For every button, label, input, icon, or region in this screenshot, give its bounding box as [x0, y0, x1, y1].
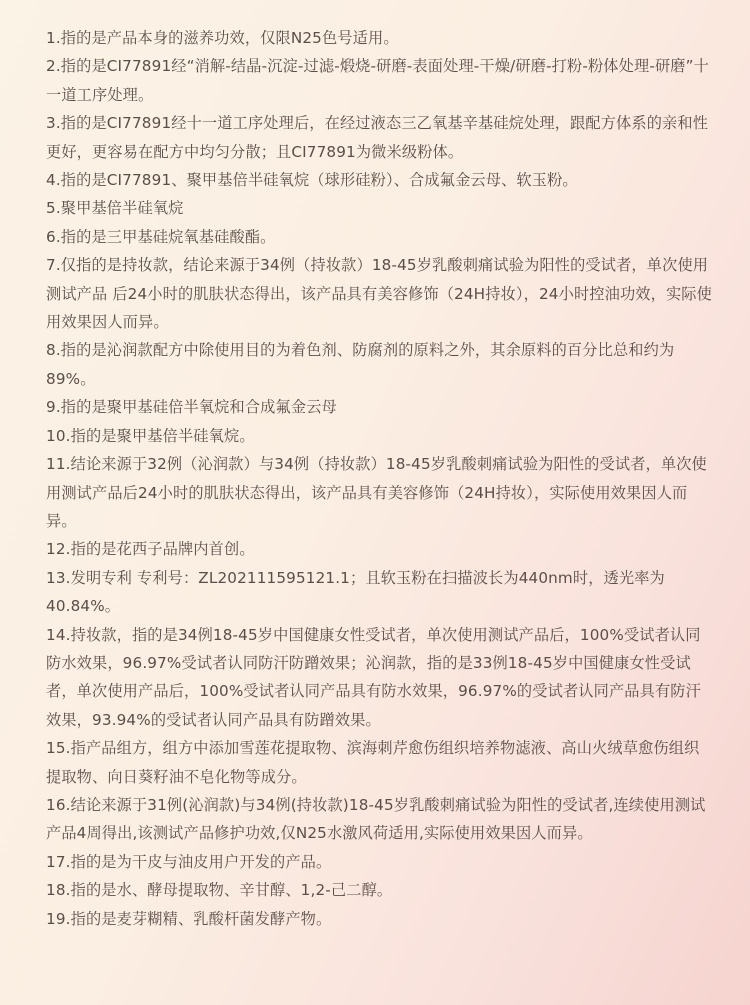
footnote-8: 8.指的是沁润款配方中除使用目的为着色剂、防腐剂的原料之外，其余原料的百分比总和约为89%。	[46, 341, 675, 388]
footnote-4: 4.指的是CI77891、聚甲基倍半硅氧烷（球形硅粉）、合成氟金云母、软玉粉。	[46, 171, 578, 190]
footnote-7: 7.仅指的是持妆款，结论来源于34例（持妆款）18-45岁乳酸刺痛试验为阳性的受试者，单次使用测试产品 后24小时的肌肤状态得出，该产品具有美容修饰（24H持妆），24小时控油功效，实际使用效果因人而异。	[46, 256, 712, 332]
footnote-10: 10.指的是聚甲基倍半硅氧烷。	[46, 426, 255, 445]
footnote-17: 17.指的是为干皮与油皮用户开发的产品。	[46, 852, 332, 871]
footnote-12: 12.指的是花西子品牌内首创。	[46, 540, 255, 559]
footnote-6: 6.指的是三甲基硅烷氧基硅酸酯。	[46, 227, 276, 246]
footnote-19: 19.指的是麦芽糊精、乳酸杆菌发酵产物。	[46, 909, 332, 928]
footnote-9: 9.指的是聚甲基硅倍半氧烷和合成氟金云母	[46, 398, 337, 417]
footnotes-list	[46, 24, 714, 933]
footnote-16: 16.结论来源于31例(沁润款)与34例(持妆款)18-45岁乳酸刺痛试验为阳性的受试者,连续使用测试产品4周得出,该测试产品修护功效,仅N25水激风荷适用,实际使用效果因人而异。	[46, 795, 706, 843]
footnote-5: 5.聚甲基倍半硅氧烷	[46, 199, 184, 218]
footnote-2: 2.指的是CI77891经“消解-结晶-沉淀-过滤-煅烧-研磨-表面处理-干燥/研磨-打粉-粉体处理-研磨”十一道工序处理。	[46, 57, 709, 104]
footnote-3: 3.指的是CI77891经十一道工序处理后，在经过液态三乙氧基辛基硅烷处理，跟配方体系的亲和性更好，更容易在配方中均匀分散；且CI77891为微米级粉体。	[46, 114, 709, 161]
footnote-15: 15.指产品组方，组方中添加雪莲花提取物、滨海刺芹愈伤组织培养物滤液、高山火绒草愈伤组织提取物、向日葵籽油不皂化物等成分。	[46, 739, 700, 786]
footnote-14: 14.持妆款，指的是34例18-45岁中国健康女性受试者，单次使用测试产品后，100%受试者认同防水效果，96.97%受试者认同防汗防蹭效果；沁润款，指的是33例18-45岁中国健康女性受试者，单次使用产品后，100%受试者认同产品具有防水效果，96.97%的受试者认同产品具有防汗效果，93.94%的受试者认同产品具有防蹭效果。	[46, 625, 701, 729]
footnote-1: 1.指的是产品本身的滋养功效，仅限N25色号适用。	[46, 29, 399, 47]
footnote-18: 18.指的是水、酵母提取物、辛甘醇、1,2-己二醇。	[46, 881, 393, 900]
footnote-13: 13.发明专利 专利号：ZL202111595121.1；且软玉粉在扫描波长为440nm时，透光率为40.84%。	[46, 568, 665, 616]
footnote-11: 11.结论来源于32例（沁润款）与34例（持妆款）18-45岁乳酸刺痛试验为阳性的受试者，单次使用测试产品后24小时的肌肤状态得出，该产品具有美容修饰（24H持妆），实际使用效果因人而异。	[46, 455, 707, 530]
